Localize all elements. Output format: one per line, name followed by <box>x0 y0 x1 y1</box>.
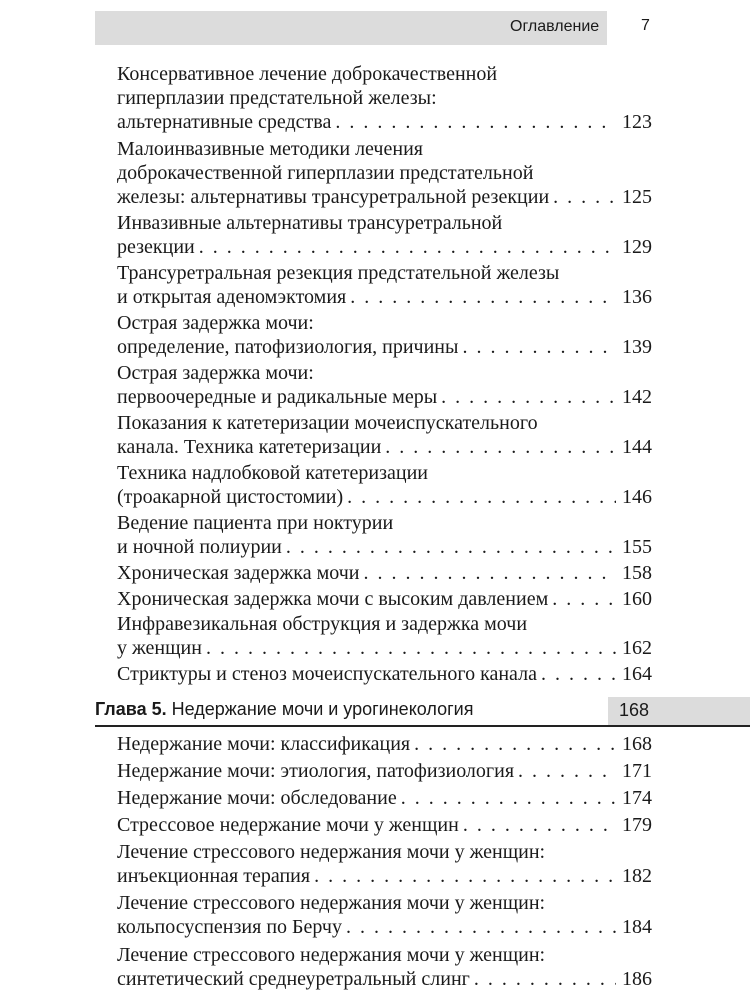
toc-entry[interactable] <box>117 813 652 837</box>
dot-leader <box>286 535 616 559</box>
toc-entry-line <box>117 211 652 235</box>
dot-leader <box>199 235 616 259</box>
toc-entry-page: 171 <box>622 759 652 782</box>
dot-leader <box>474 967 616 991</box>
dot-leader <box>463 813 616 837</box>
toc-entry-text: у женщин <box>117 637 202 659</box>
toc-entry-text: первоочередные и радикальные меры <box>117 386 438 409</box>
toc-entry-text: Недержание мочи: обследование <box>117 786 397 809</box>
chapter-number: Глава 5. <box>95 699 167 719</box>
toc-entry-last-line <box>117 485 652 509</box>
toc-entry-last-line <box>117 759 652 783</box>
toc-entry-text: Хроническая задержка мочи <box>117 562 360 585</box>
toc-entry-line <box>117 311 652 335</box>
toc-entry-text: кольпосуспензия по Берчу <box>117 916 342 939</box>
dot-leader <box>553 185 616 209</box>
dot-leader <box>541 662 616 686</box>
toc-entry-line <box>117 891 652 915</box>
chapter-title: Недержание мочи и урогинекология <box>171 699 474 719</box>
toc-entry-page: 160 <box>622 587 652 610</box>
toc-entry-page: 179 <box>622 813 652 836</box>
toc-entry[interactable] <box>117 662 652 686</box>
toc-entry-page: 174 <box>622 786 652 809</box>
toc-entry-last-line <box>117 662 652 686</box>
toc-entry-page: 123 <box>622 111 652 133</box>
dot-leader <box>335 110 616 134</box>
toc-entry-text: альтернативные средства <box>117 111 332 133</box>
dot-leader <box>364 561 617 585</box>
chapter-divider <box>95 725 750 727</box>
toc-entry-last-line <box>117 185 652 209</box>
toc-entry-text: гиперплазии предстательной железы: <box>117 87 437 109</box>
toc-entry-text: Инфравезикальная обструкция и задержка мочи <box>117 613 528 635</box>
toc-entry-text: определение, патофизиология, причины <box>117 336 459 359</box>
toc-entry-line <box>117 361 652 385</box>
toc-entry-page: 184 <box>622 916 652 939</box>
dot-leader <box>518 759 616 783</box>
toc-entry-line <box>117 943 652 967</box>
toc-entry-line <box>117 840 652 864</box>
dot-leader <box>401 786 616 810</box>
toc-entry-last-line <box>117 435 652 459</box>
toc-entry-text: и ночной полиурии <box>117 536 282 559</box>
dot-leader <box>385 435 616 459</box>
toc-entry-page: 129 <box>622 236 652 259</box>
toc-entry-text: железы: альтернативы трансуретральной резекции <box>117 185 550 208</box>
dot-leader <box>414 732 616 756</box>
toc-entry-last-line <box>117 587 652 611</box>
toc-entry-page: 158 <box>622 562 652 585</box>
toc-entry[interactable] <box>117 361 652 409</box>
toc-entry[interactable] <box>117 137 652 209</box>
toc-entry-text: доброкачественной гиперплазии предстательной <box>117 161 534 184</box>
toc-entry[interactable] <box>117 311 652 359</box>
toc-entry-line <box>117 86 652 110</box>
dot-leader <box>441 385 616 409</box>
toc-entry[interactable] <box>117 261 652 309</box>
toc-entry-text: Малоинвазивные методики лечения <box>117 137 423 160</box>
running-header-title: Оглавление <box>510 18 600 35</box>
toc-entry-page: 168 <box>622 733 652 755</box>
toc-entry-text: Недержание мочи: классификация <box>117 733 411 755</box>
chapter-page-number: 168 <box>619 700 650 720</box>
toc-entry-last-line <box>117 285 652 309</box>
toc-entry-text: Лечение стрессового недержания мочи у женщин: <box>117 840 546 863</box>
toc-entry-text: Острая задержка мочи: <box>117 362 314 385</box>
toc-entry[interactable] <box>117 759 652 783</box>
dot-leader <box>314 864 616 888</box>
dot-leader <box>347 485 616 509</box>
toc-entry-page: 136 <box>622 286 652 309</box>
toc-entry-text: Ведение пациента при ноктурии <box>117 512 394 535</box>
toc-entry-line <box>117 261 652 285</box>
chapter-heading[interactable] <box>95 697 750 725</box>
toc-entry-line <box>117 62 652 86</box>
toc-entry-text: синтетический среднеуретральный слинг <box>117 967 470 990</box>
toc-entry-page: 182 <box>622 864 652 887</box>
toc-entry-text: Лечение стрессового недержания мочи у женщин: <box>117 943 546 966</box>
toc-entry[interactable] <box>117 411 652 459</box>
toc-entry-last-line <box>117 335 652 359</box>
toc-entry-text: Стриктуры и стеноз мочеиспускательного канала <box>117 663 537 685</box>
toc-entry[interactable] <box>117 891 652 939</box>
toc-entry-text: резекции <box>117 236 195 259</box>
toc-entry-page: 139 <box>622 336 652 359</box>
toc-entry-text: Показания к катетеризации мочеиспускательного <box>117 412 538 435</box>
toc-entry-text: канала. Техника катетеризации <box>117 436 382 459</box>
toc-entry-line <box>117 461 652 485</box>
dot-leader <box>206 636 616 660</box>
toc-entry[interactable] <box>117 732 652 756</box>
toc-entry[interactable] <box>117 211 652 259</box>
toc-entry-text: Техника надлобковой катетеризации <box>117 462 428 485</box>
toc-entry-page: 125 <box>622 185 652 208</box>
page-number: 7 <box>641 17 650 34</box>
toc-entry-text: Лечение стрессового недержания мочи у женщин: <box>117 892 546 915</box>
toc-entry-text: Острая задержка мочи: <box>117 312 314 335</box>
dot-leader <box>346 915 616 939</box>
toc-entry-text: Инвазивные альтернативы трансуретральной <box>117 212 503 235</box>
toc-entry-page: 144 <box>622 436 652 459</box>
toc-entry-text: инъекционная терапия <box>117 864 311 887</box>
toc-entry-last-line <box>117 786 652 810</box>
toc-entry[interactable] <box>117 943 652 991</box>
toc-entry-last-line <box>117 813 652 837</box>
toc-entry-last-line <box>117 915 652 939</box>
toc-entry-last-line <box>117 967 652 991</box>
toc-entry-text: Недержание мочи: этиология, патофизиология <box>117 759 515 782</box>
toc-entry-line <box>117 612 652 636</box>
dot-leader <box>552 587 616 611</box>
toc-entry-line <box>117 137 652 161</box>
toc-entry[interactable] <box>117 840 652 888</box>
toc-entry[interactable] <box>117 62 652 134</box>
toc-entry[interactable] <box>117 461 652 509</box>
toc-entry-page: 155 <box>622 536 652 559</box>
toc-entry-last-line <box>117 110 652 134</box>
toc-entry-page: 186 <box>622 967 652 990</box>
toc-entry-last-line <box>117 732 652 756</box>
toc-entry-last-line <box>117 561 652 585</box>
toc-entry[interactable] <box>117 786 652 810</box>
toc-entry-line <box>117 511 652 535</box>
toc-entry[interactable] <box>117 561 652 585</box>
dot-leader <box>462 335 616 359</box>
toc-entry-text: Консервативное лечение доброкачественной <box>117 63 498 85</box>
toc-entry-page: 142 <box>622 386 652 409</box>
toc-entry-last-line <box>117 636 652 660</box>
toc-entry-last-line <box>117 864 652 888</box>
toc-entry[interactable] <box>117 511 652 559</box>
toc-entry-line <box>117 411 652 435</box>
toc-entry-last-line <box>117 535 652 559</box>
toc-entry-line <box>117 161 652 185</box>
toc-entry-text: Трансуретральная резекция предстательной железы <box>117 262 560 285</box>
dot-leader <box>350 285 616 309</box>
toc-entry-page: 146 <box>622 486 652 509</box>
toc-entry-text: Стрессовое недержание мочи у женщин <box>117 813 459 836</box>
toc-entry-page: 162 <box>622 637 652 659</box>
toc-entry-text: (троакарной цистостомии) <box>117 486 344 509</box>
toc-entry[interactable] <box>117 612 652 660</box>
toc-entry-text: Хроническая задержка мочи с высоким давлением <box>117 587 549 610</box>
toc-entry[interactable] <box>117 587 652 611</box>
toc-entry-last-line <box>117 235 652 259</box>
toc-entry-last-line <box>117 385 652 409</box>
toc-entry-text: и открытая аденомэктомия <box>117 286 347 309</box>
toc-entry-page: 164 <box>622 663 652 685</box>
